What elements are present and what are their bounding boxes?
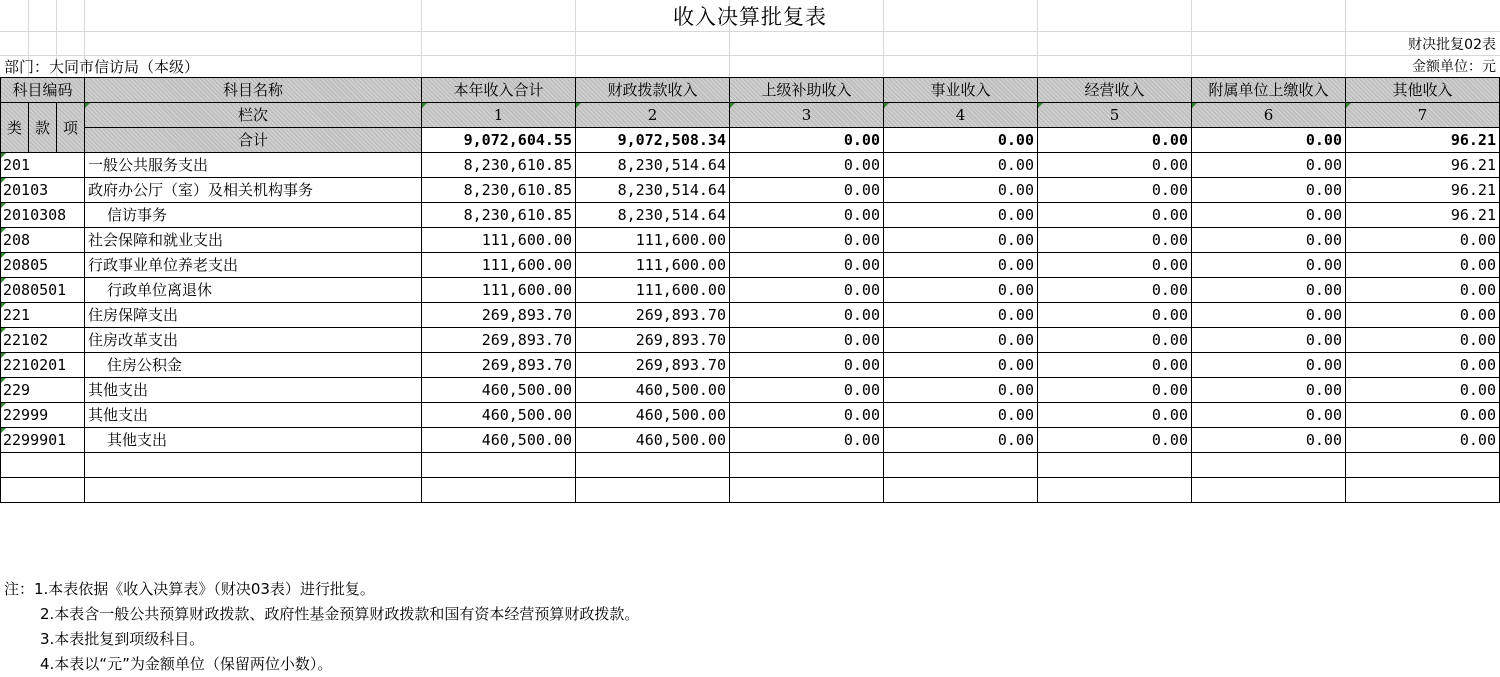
- name-cell[interactable]: 其他支出: [85, 428, 422, 453]
- value-cell[interactable]: 0.00: [1346, 403, 1500, 428]
- empty-cell[interactable]: [730, 453, 884, 478]
- value-cell[interactable]: 0.00: [1346, 253, 1500, 278]
- value-cell[interactable]: 8,230,514.64: [576, 153, 730, 178]
- header-col-6: 附属单位上缴收入: [1192, 78, 1346, 103]
- value-cell[interactable]: 269,893.70: [576, 353, 730, 378]
- code-cell[interactable]: 22999: [1, 403, 85, 428]
- code-cell[interactable]: 201: [1, 153, 85, 178]
- value-cell[interactable]: 0.00: [1192, 178, 1346, 203]
- name-cell[interactable]: 行政单位离退休: [85, 278, 422, 303]
- empty-cell[interactable]: [1038, 453, 1192, 478]
- value-cell[interactable]: 0.00: [730, 203, 884, 228]
- code-cell[interactable]: 2080501: [1, 278, 85, 303]
- empty-cell[interactable]: [422, 453, 576, 478]
- total-cell[interactable]: 9,072,604.55: [422, 128, 576, 153]
- table-row: [1, 178, 1500, 203]
- column-number: 2: [576, 103, 730, 128]
- value-cell[interactable]: 0.00: [884, 428, 1038, 453]
- name-cell[interactable]: 住房公积金: [85, 353, 422, 378]
- empty-cell[interactable]: [730, 478, 884, 503]
- empty-cell[interactable]: [85, 478, 422, 503]
- value-cell[interactable]: 0.00: [1346, 353, 1500, 378]
- code-cell[interactable]: 2010308: [1, 203, 85, 228]
- department-label: 部门：大同市信访局（本级）: [4, 58, 200, 76]
- value-cell[interactable]: 0.00: [1192, 428, 1346, 453]
- name-cell[interactable]: 社会保障和就业支出: [85, 228, 422, 253]
- value-cell[interactable]: 111,600.00: [422, 253, 576, 278]
- header-col-7: 其他收入: [1346, 78, 1500, 103]
- value-cell[interactable]: 460,500.00: [422, 428, 576, 453]
- table-row: [1, 403, 1500, 428]
- total-cell[interactable]: 0.00: [730, 128, 884, 153]
- value-cell[interactable]: 0.00: [1192, 203, 1346, 228]
- name-cell[interactable]: 住房保障支出: [85, 303, 422, 328]
- value-cell[interactable]: 0.00: [884, 378, 1038, 403]
- empty-row: [1, 478, 1500, 503]
- value-cell[interactable]: 0.00: [730, 153, 884, 178]
- name-cell[interactable]: 一般公共服务支出: [85, 153, 422, 178]
- value-cell[interactable]: 96.21: [1346, 153, 1500, 178]
- value-cell[interactable]: 0.00: [1038, 328, 1192, 353]
- value-cell[interactable]: 0.00: [884, 253, 1038, 278]
- value-cell[interactable]: 0.00: [1192, 228, 1346, 253]
- form-code: 财决批复02表: [1408, 37, 1496, 53]
- value-cell[interactable]: 111,600.00: [576, 228, 730, 253]
- code-cell[interactable]: 22102: [1, 328, 85, 353]
- empty-cell[interactable]: [1192, 453, 1346, 478]
- table-row: [1, 228, 1500, 253]
- total-row: [1, 128, 1500, 153]
- total-cell[interactable]: 0.00: [884, 128, 1038, 153]
- table-row: [1, 353, 1500, 378]
- value-cell[interactable]: 0.00: [884, 303, 1038, 328]
- value-cell[interactable]: 0.00: [730, 328, 884, 353]
- name-cell[interactable]: 住房改革支出: [85, 328, 422, 353]
- empty-cell[interactable]: [1, 478, 85, 503]
- table-row: [1, 328, 1500, 353]
- value-cell[interactable]: 269,893.70: [422, 353, 576, 378]
- table-row: [1, 428, 1500, 453]
- table-row: [1, 303, 1500, 328]
- value-cell[interactable]: 0.00: [730, 228, 884, 253]
- value-cell[interactable]: 0.00: [1346, 378, 1500, 403]
- value-cell[interactable]: 0.00: [1038, 228, 1192, 253]
- header-subitem: 项: [57, 103, 85, 153]
- value-cell[interactable]: 8,230,514.64: [576, 203, 730, 228]
- value-cell[interactable]: 460,500.00: [422, 378, 576, 403]
- empty-cell[interactable]: [85, 453, 422, 478]
- value-cell[interactable]: 0.00: [1038, 203, 1192, 228]
- value-cell[interactable]: 460,500.00: [422, 403, 576, 428]
- code-cell[interactable]: 208: [1, 228, 85, 253]
- value-cell[interactable]: 0.00: [1346, 278, 1500, 303]
- value-cell[interactable]: 460,500.00: [576, 403, 730, 428]
- value-cell[interactable]: 0.00: [1192, 303, 1346, 328]
- total-label: 合计: [85, 128, 422, 153]
- income-table: [0, 77, 1500, 503]
- gridline: [0, 55, 1500, 56]
- value-cell[interactable]: 8,230,610.85: [422, 153, 576, 178]
- value-cell[interactable]: 8,230,610.85: [422, 203, 576, 228]
- empty-cell[interactable]: [422, 478, 576, 503]
- table-row: [1, 378, 1500, 403]
- value-cell[interactable]: 269,893.70: [422, 328, 576, 353]
- unit-label: 金额单位：元: [1412, 59, 1496, 75]
- note-line: 4.本表以“元”为金额单位（保留两位小数）。: [40, 655, 333, 673]
- code-cell[interactable]: 2299901: [1, 428, 85, 453]
- column-number: 5: [1038, 103, 1192, 128]
- table-row: [1, 153, 1500, 178]
- column-number: 1: [422, 103, 576, 128]
- empty-cell[interactable]: [884, 453, 1038, 478]
- note-line: 注：1.本表依据《收入决算表》（财决03表）进行批复。: [4, 580, 375, 598]
- name-cell[interactable]: 信访事务: [85, 203, 422, 228]
- empty-cell[interactable]: [1192, 478, 1346, 503]
- header-code: 科目编码: [1, 78, 85, 103]
- gridline: [0, 31, 1500, 32]
- header-item: 款: [29, 103, 57, 153]
- empty-row: [1, 453, 1500, 478]
- empty-cell[interactable]: [1038, 478, 1192, 503]
- value-cell[interactable]: 0.00: [884, 228, 1038, 253]
- note-line: 3.本表批复到项级科目。: [40, 630, 205, 648]
- value-cell[interactable]: 8,230,610.85: [422, 178, 576, 203]
- header-col-1: 本年收入合计: [422, 78, 576, 103]
- header-name: 科目名称: [85, 78, 422, 103]
- value-cell[interactable]: 0.00: [1192, 378, 1346, 403]
- value-cell[interactable]: 0.00: [884, 203, 1038, 228]
- value-cell[interactable]: 269,893.70: [576, 328, 730, 353]
- value-cell[interactable]: 0.00: [884, 153, 1038, 178]
- value-cell[interactable]: 0.00: [730, 278, 884, 303]
- total-cell[interactable]: 96.21: [1346, 128, 1500, 153]
- column-number: 4: [884, 103, 1038, 128]
- value-cell[interactable]: 0.00: [1192, 153, 1346, 178]
- value-cell[interactable]: 0.00: [1192, 403, 1346, 428]
- empty-cell[interactable]: [1, 453, 85, 478]
- value-cell[interactable]: 0.00: [884, 403, 1038, 428]
- value-cell[interactable]: 460,500.00: [576, 428, 730, 453]
- code-cell[interactable]: 221: [1, 303, 85, 328]
- header-col-3: 上级补助收入: [730, 78, 884, 103]
- value-cell[interactable]: 0.00: [1192, 328, 1346, 353]
- value-cell[interactable]: 0.00: [1346, 303, 1500, 328]
- name-cell[interactable]: 其他支出: [85, 403, 422, 428]
- table-row: [1, 203, 1500, 228]
- column-number-row: [1, 103, 1500, 128]
- value-cell[interactable]: 0.00: [1038, 403, 1192, 428]
- name-cell[interactable]: 政府办公厅（室）及相关机构事务: [85, 178, 422, 203]
- empty-cell[interactable]: [884, 478, 1038, 503]
- total-cell[interactable]: 0.00: [1192, 128, 1346, 153]
- table-row: [1, 278, 1500, 303]
- value-cell[interactable]: 111,600.00: [422, 228, 576, 253]
- value-cell[interactable]: 0.00: [1038, 303, 1192, 328]
- value-cell[interactable]: 0.00: [730, 403, 884, 428]
- empty-cell[interactable]: [1346, 478, 1500, 503]
- total-cell[interactable]: 0.00: [1038, 128, 1192, 153]
- column-number: 7: [1346, 103, 1500, 128]
- value-cell[interactable]: 0.00: [730, 253, 884, 278]
- value-cell[interactable]: 8,230,514.64: [576, 178, 730, 203]
- value-cell[interactable]: 0.00: [730, 303, 884, 328]
- value-cell[interactable]: 0.00: [1192, 278, 1346, 303]
- value-cell[interactable]: 111,600.00: [576, 253, 730, 278]
- empty-cell[interactable]: [576, 478, 730, 503]
- column-number: 6: [1192, 103, 1346, 128]
- value-cell[interactable]: 0.00: [1192, 353, 1346, 378]
- column-number: 3: [730, 103, 884, 128]
- row-label: 栏次: [85, 103, 422, 128]
- value-cell[interactable]: 0.00: [1192, 253, 1346, 278]
- value-cell[interactable]: 0.00: [884, 278, 1038, 303]
- value-cell[interactable]: 0.00: [884, 353, 1038, 378]
- value-cell[interactable]: 0.00: [730, 353, 884, 378]
- value-cell[interactable]: 269,893.70: [422, 303, 576, 328]
- name-cell[interactable]: 其他支出: [85, 378, 422, 403]
- header-class: 类: [1, 103, 29, 153]
- value-cell[interactable]: 96.21: [1346, 203, 1500, 228]
- value-cell[interactable]: 111,600.00: [422, 278, 576, 303]
- value-cell[interactable]: 0.00: [730, 378, 884, 403]
- value-cell[interactable]: 96.21: [1346, 178, 1500, 203]
- header-row: [1, 78, 1500, 103]
- value-cell[interactable]: 0.00: [1346, 428, 1500, 453]
- value-cell[interactable]: 0.00: [1038, 153, 1192, 178]
- empty-cell[interactable]: [1346, 453, 1500, 478]
- value-cell[interactable]: 0.00: [730, 178, 884, 203]
- value-cell[interactable]: 0.00: [1346, 328, 1500, 353]
- table-row: [1, 253, 1500, 278]
- code-cell[interactable]: 2210201: [1, 353, 85, 378]
- value-cell[interactable]: 0.00: [730, 428, 884, 453]
- code-cell[interactable]: 229: [1, 378, 85, 403]
- value-cell[interactable]: 111,600.00: [576, 278, 730, 303]
- empty-cell[interactable]: [576, 453, 730, 478]
- page-title: 收入决算批复表: [673, 5, 827, 29]
- value-cell[interactable]: 0.00: [1038, 353, 1192, 378]
- value-cell[interactable]: 0.00: [1346, 228, 1500, 253]
- value-cell[interactable]: 0.00: [1038, 378, 1192, 403]
- value-cell[interactable]: 0.00: [884, 328, 1038, 353]
- value-cell[interactable]: 269,893.70: [576, 303, 730, 328]
- code-cell[interactable]: 20805: [1, 253, 85, 278]
- value-cell[interactable]: 460,500.00: [576, 378, 730, 403]
- value-cell[interactable]: 0.00: [884, 178, 1038, 203]
- header-col-5: 经营收入: [1038, 78, 1192, 103]
- total-cell[interactable]: 9,072,508.34: [576, 128, 730, 153]
- value-cell[interactable]: 0.00: [1038, 428, 1192, 453]
- value-cell[interactable]: 0.00: [1038, 253, 1192, 278]
- value-cell[interactable]: 0.00: [1038, 178, 1192, 203]
- code-cell[interactable]: 20103: [1, 178, 85, 203]
- header-col-2: 财政拨款收入: [576, 78, 730, 103]
- note-line: 2.本表含一般公共预算财政拨款、政府性基金预算财政拨款和国有资本经营预算财政拨款。: [40, 605, 640, 623]
- name-cell[interactable]: 行政事业单位养老支出: [85, 253, 422, 278]
- header-col-4: 事业收入: [884, 78, 1038, 103]
- value-cell[interactable]: 0.00: [1038, 278, 1192, 303]
